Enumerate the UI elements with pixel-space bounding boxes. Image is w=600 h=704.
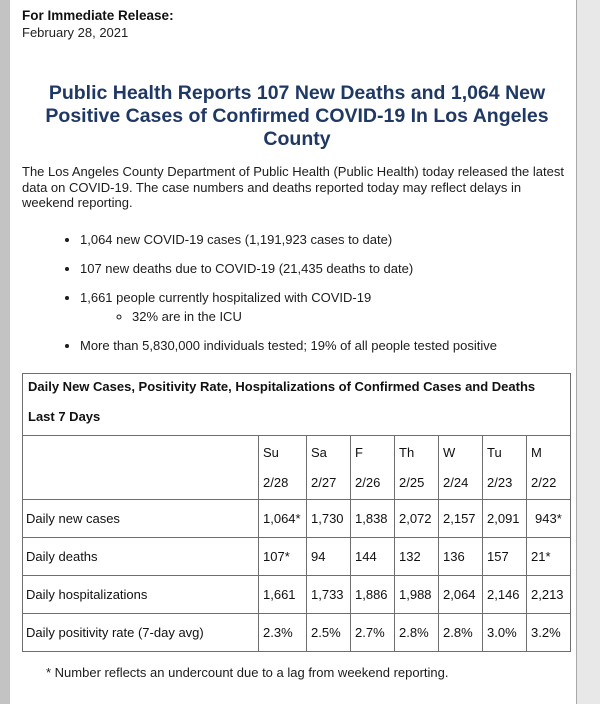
- daily-stats-table: [22, 373, 571, 652]
- table-cell: 21*: [527, 537, 571, 575]
- table-header-row: [23, 435, 571, 499]
- table-cell: 1,064*: [259, 499, 307, 537]
- table-cell: 107*: [259, 537, 307, 575]
- table-cell: 2,157: [439, 499, 483, 537]
- table-cell: 2,072: [395, 499, 439, 537]
- intro-paragraph: The Los Angeles County Department of Public Health (Public Health) today released the latest data on COVID-19. The case numbers and deaths reported today may reflect delays in weekend reporting.: [22, 164, 564, 210]
- table-title: Daily New Cases, Positivity Rate, Hospitalizations of Confirmed Cases and Deaths: [28, 378, 536, 394]
- table-cell: 136: [439, 537, 483, 575]
- table-cell: 157: [483, 537, 527, 575]
- table-footnote: * Number reflects an undercount due to a lag from weekend reporting.: [46, 664, 449, 680]
- list-item-icu: ◦ 32% are in the ICU: [132, 309, 572, 324]
- column-date-label: 2/23: [487, 474, 513, 490]
- table-cell: 2,146: [483, 575, 527, 613]
- sub-bullet-list: [80, 309, 572, 324]
- table-subtitle: Last 7 Days: [28, 408, 101, 424]
- table-cell: 2.8%: [439, 613, 483, 651]
- column-header-f: [351, 435, 395, 499]
- table-cell: 94: [307, 537, 351, 575]
- column-date-label: 2/26: [355, 474, 381, 490]
- column-header-sa: [307, 435, 351, 499]
- column-header-tu: [483, 435, 527, 499]
- table-cell: 1,661: [259, 575, 307, 613]
- table-cell: 2.5%: [307, 613, 351, 651]
- table-row-daily-new-cases: [23, 499, 571, 537]
- table-row-daily-positivity-rate: [23, 613, 571, 651]
- summary-bullet-list: [22, 232, 572, 353]
- release-label: For Immediate Release:: [22, 8, 174, 23]
- list-item-new-cases: • 1,064 new COVID-19 cases (1,191,923 cases to date): [80, 232, 572, 247]
- column-day-label: F: [355, 444, 363, 460]
- column-day-label: Su: [263, 444, 279, 460]
- column-date-label: 2/22: [531, 474, 557, 490]
- page-title: Public Health Reports 107 New Deaths and 1,064 New Positive Cases of Confirmed COVID-19 In Los Angeles County: [45, 82, 549, 150]
- table-cell: 2.7%: [351, 613, 395, 651]
- row-label: Daily new cases: [23, 499, 259, 537]
- column-day-label: Tu: [487, 444, 502, 460]
- column-date-label: 2/24: [443, 474, 469, 490]
- row-label: Daily hospitalizations: [23, 575, 259, 613]
- left-gutter: [0, 0, 10, 704]
- column-day-label: Th: [399, 444, 415, 460]
- table-row-daily-hospitalizations: [23, 575, 571, 613]
- column-date-label: 2/28: [263, 474, 289, 490]
- table-cell: 3.0%: [483, 613, 527, 651]
- table-row-daily-deaths: [23, 537, 571, 575]
- column-header-su: [259, 435, 307, 499]
- table-cell: 2,213: [527, 575, 571, 613]
- column-header-th: [395, 435, 439, 499]
- column-day-label: M: [531, 444, 542, 460]
- table-cell: 132: [395, 537, 439, 575]
- table-cell: 2.3%: [259, 613, 307, 651]
- row-label: Daily deaths: [23, 537, 259, 575]
- table-cell: 1,886: [351, 575, 395, 613]
- table-cell: 144: [351, 537, 395, 575]
- release-date: February 28, 2021: [22, 25, 129, 40]
- list-item-new-deaths: • 107 new deaths due to COVID-19 (21,435 deaths to date): [80, 261, 572, 276]
- column-header-w: [439, 435, 483, 499]
- list-item-hospitalized: [80, 290, 572, 324]
- press-release-document: [10, 0, 576, 704]
- table-caption-cell: [23, 373, 571, 435]
- table-cell: 1,730: [307, 499, 351, 537]
- right-gutter: [576, 0, 600, 704]
- column-date-label: 2/25: [399, 474, 425, 490]
- table-cell: 1,838: [351, 499, 395, 537]
- table-cell: 943*: [527, 499, 571, 537]
- table-caption-row: [23, 373, 571, 435]
- column-day-label: Sa: [311, 444, 327, 460]
- column-header-m: [527, 435, 571, 499]
- table-cell: 2,064: [439, 575, 483, 613]
- list-item-tested: • More than 5,830,000 individuals tested; 19% of all people tested positive: [80, 338, 572, 353]
- list-item-hospitalized-text: 1,661 people currently hospitalized with COVID-19: [80, 289, 372, 305]
- row-label: Daily positivity rate (7-day avg): [23, 613, 259, 651]
- table-cell: 2,091: [483, 499, 527, 537]
- table-cell: 2.8%: [395, 613, 439, 651]
- table-cell: 1,733: [307, 575, 351, 613]
- column-header-empty: [23, 435, 259, 499]
- table-cell: 3.2%: [527, 613, 571, 651]
- table-cell: 1,988: [395, 575, 439, 613]
- column-day-label: W: [443, 444, 456, 460]
- column-date-label: 2/27: [311, 474, 337, 490]
